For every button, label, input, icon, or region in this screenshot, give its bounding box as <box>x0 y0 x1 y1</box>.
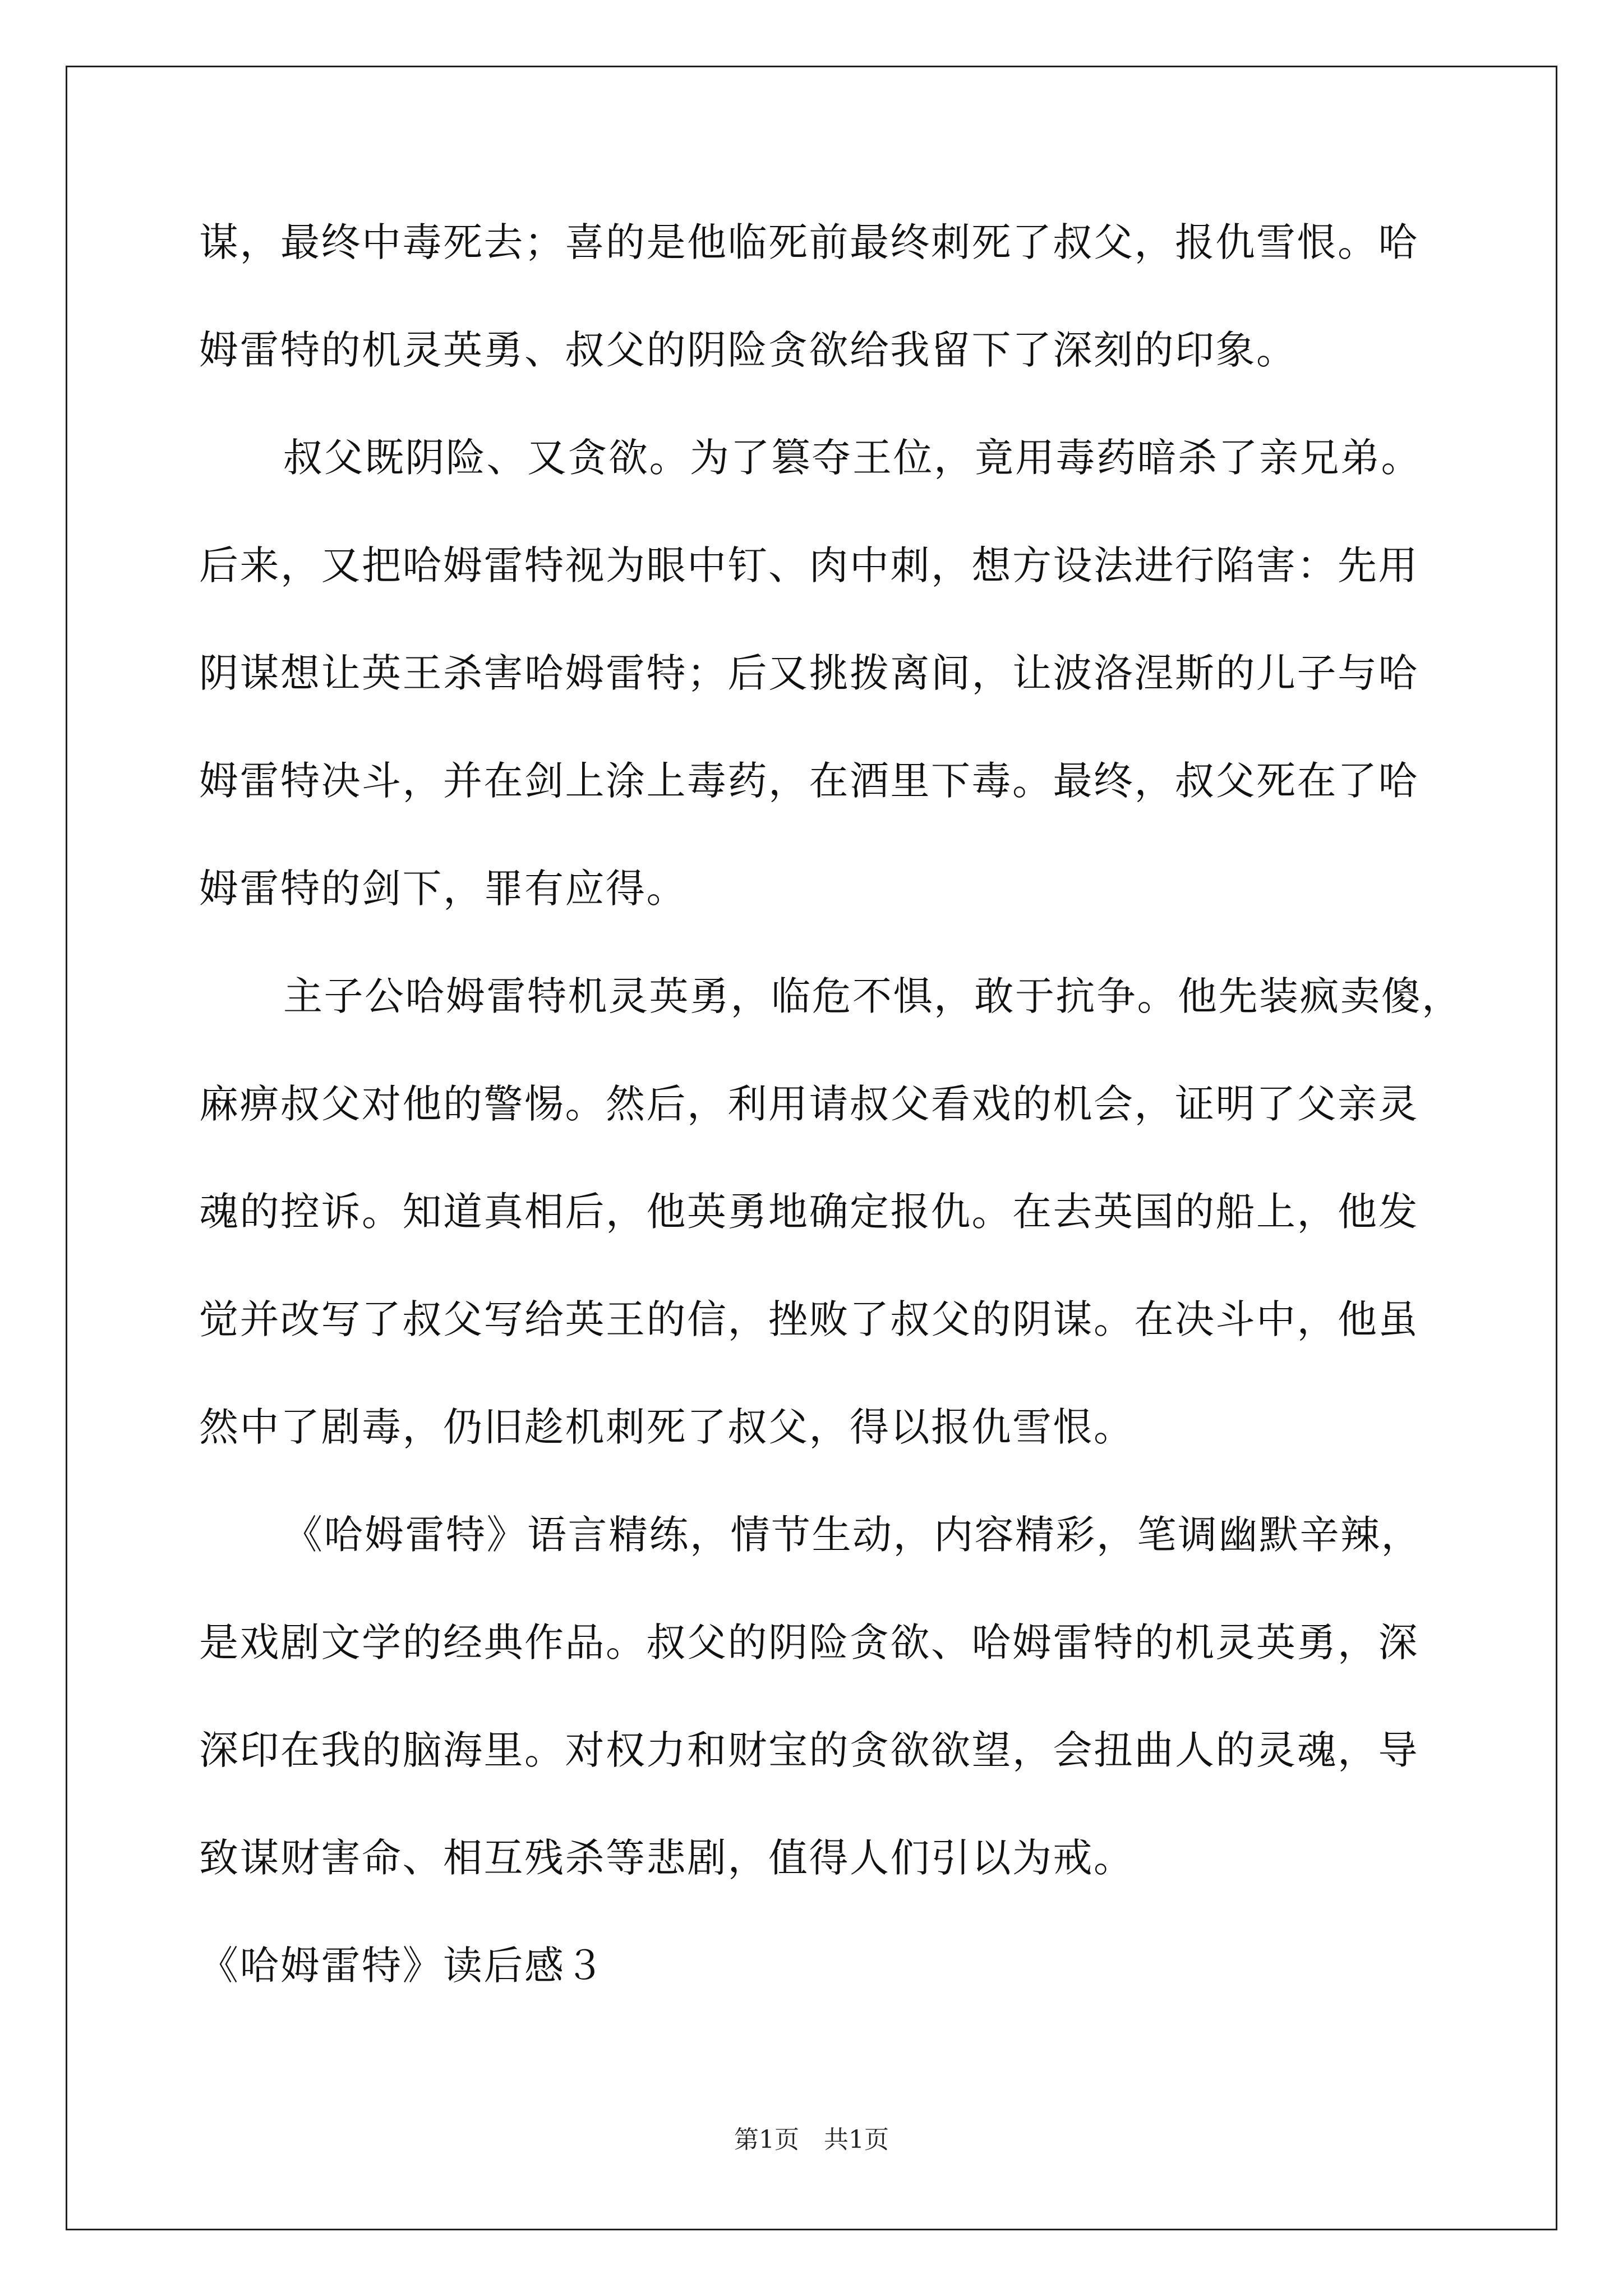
section-heading <box>199 1939 1433 1993</box>
text-line: 是戏剧文学的经典作品。叔父的阴险贪欲、哈姆雷特的机灵英勇，深 <box>199 1619 1419 1665</box>
paragraph <box>199 216 1433 377</box>
text-line: 姆雷特的机灵英勇、叔父的阴险贪欲给我留下了深刻的印象。 <box>199 327 1297 373</box>
text-line: 后来，又把哈姆雷特视为眼中钉、肉中刺，想方设法进行陷害：先用 <box>199 542 1419 588</box>
text-line: 觉并改写了叔父写给英王的信，挫败了叔父的阴谋。在决斗中，他虽 <box>199 1296 1419 1342</box>
paragraph <box>199 970 1463 1454</box>
paragraph <box>199 431 1433 915</box>
paragraph <box>199 1508 1433 1885</box>
page-number-footer: 第1页 共1页 <box>734 2125 889 2154</box>
document-body <box>199 216 1463 1993</box>
text-line: 魂的控诉。知道真相后，他英勇地确定报仇。在去英国的船上，他发 <box>199 1189 1419 1235</box>
text-line: 麻痹叔父对他的警惕。然后，利用请叔父看戏的机会，证明了父亲灵 <box>199 1081 1419 1127</box>
text-line: 主子公哈姆雷特机灵英勇，临危不惧，敢于抗争。他先装疯卖傻， <box>283 973 1463 1019</box>
text-line: 叔父既阴险、又贪欲。为了篡夺王位，竟用毒药暗杀了亲兄弟。 <box>283 435 1422 481</box>
text-line: 姆雷特决斗，并在剑上涂上毒药，在酒里下毒。最终，叔父死在了哈 <box>199 758 1419 804</box>
text-line: 然中了剧毒，仍旧趁机刺死了叔父，得以报仇雪恨。 <box>199 1404 1135 1450</box>
text-line: 致谋财害命、相互残杀等悲剧，值得人们引以为戒。 <box>199 1835 1135 1881</box>
text-line: 《哈姆雷特》语言精练，情节生动，内容精彩，笔调幽默辛辣， <box>283 1512 1422 1558</box>
text-line: 深印在我的脑海里。对权力和财宝的贪欲欲望，会扭曲人的灵魂，导 <box>199 1727 1419 1773</box>
text-line: 阴谋想让英王杀害哈姆雷特；后又挑拨离间，让波洛涅斯的儿子与哈 <box>199 650 1419 696</box>
text-line: 谋，最终中毒死去；喜的是他临死前最终刺死了叔父，报仇雪恨。哈 <box>199 219 1419 265</box>
text-line: 姆雷特的剑下，罪有应得。 <box>199 866 687 912</box>
text-line: 《哈姆雷特》读后感３ <box>199 1943 606 1989</box>
